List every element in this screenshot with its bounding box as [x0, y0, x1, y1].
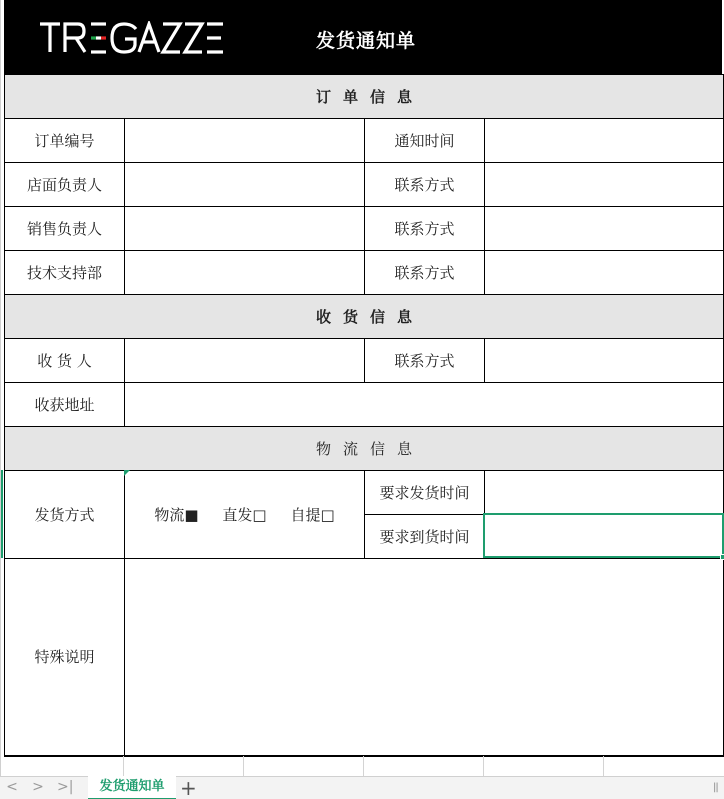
tech-contact-label: 联系方式 — [365, 251, 485, 295]
section-order-info: 订单信息 — [5, 75, 724, 119]
special-notes-label: 特殊说明 — [5, 559, 125, 756]
sales-contact-label: 联系方式 — [365, 207, 485, 251]
grid-cell[interactable] — [364, 756, 484, 776]
empty-grid-row — [4, 756, 723, 776]
sales-contact-cell[interactable] — [485, 207, 724, 251]
grid-cell[interactable] — [484, 756, 604, 776]
shipping-method-label: 发货方式 — [5, 471, 125, 559]
consignee-cell[interactable] — [125, 339, 365, 383]
comment-indicator — [124, 470, 130, 476]
sales-manager-cell[interactable] — [125, 207, 365, 251]
sheet-tab-shipping-notice[interactable]: 发货通知单 — [88, 776, 176, 799]
grid-cell[interactable] — [244, 756, 364, 776]
store-contact-cell[interactable] — [485, 163, 724, 207]
address-cell[interactable] — [125, 383, 724, 427]
arrival-time-label: 要求到货时间 — [365, 515, 485, 559]
consignee-contact-cell[interactable] — [485, 339, 724, 383]
grid-cell[interactable] — [124, 756, 244, 776]
tech-contact-cell[interactable] — [485, 251, 724, 295]
split-handle-icon[interactable]: || — [713, 782, 718, 793]
tech-support-label: 技术支持部 — [5, 251, 125, 295]
nav-next-sheet-button[interactable]: > — [32, 779, 44, 795]
fill-handle[interactable] — [720, 554, 724, 560]
notice-time-label: 通知时间 — [365, 119, 485, 163]
address-label: 收获地址 — [5, 383, 125, 427]
grid-cell[interactable] — [604, 756, 723, 776]
sheet-tab-bar — [0, 776, 724, 799]
special-notes-cell[interactable] — [125, 559, 724, 756]
tech-support-cell[interactable] — [125, 251, 365, 295]
row-selection-indicator — [1, 470, 3, 558]
option-direct[interactable]: 直发□ — [222, 506, 267, 524]
add-sheet-button[interactable]: + — [180, 776, 197, 799]
checked-box-icon: ■ — [184, 506, 199, 524]
option-pickup[interactable]: 自提□ — [290, 506, 335, 524]
brand-logo — [38, 21, 228, 55]
store-manager-cell[interactable] — [125, 163, 365, 207]
svg-text:TRE GAZZE: TRE GAZZE — [38, 21, 44, 22]
sales-manager-label: 销售负责人 — [5, 207, 125, 251]
consignee-contact-label: 联系方式 — [365, 339, 485, 383]
store-manager-label: 店面负责人 — [5, 163, 125, 207]
store-contact-label: 联系方式 — [365, 163, 485, 207]
order-number-label: 订单编号 — [5, 119, 125, 163]
notice-time-cell[interactable] — [485, 119, 724, 163]
unchecked-box-icon: □ — [320, 506, 335, 524]
ship-time-label: 要求发货时间 — [365, 471, 485, 515]
ship-time-cell[interactable] — [485, 471, 724, 515]
shipping-method-options[interactable] — [125, 471, 365, 559]
grid-cell[interactable] — [4, 756, 124, 776]
nav-first-sheet-button[interactable]: < — [6, 779, 18, 795]
nav-last-sheet-button[interactable]: >| — [57, 779, 74, 795]
option-logistics[interactable]: 物流■ — [154, 506, 199, 524]
unchecked-box-icon: □ — [252, 506, 267, 524]
document-title: 发货通知单 — [316, 30, 417, 52]
section-receiver-info: 收货信息 — [5, 295, 724, 339]
active-cell-selection[interactable] — [483, 513, 724, 558]
form-header — [4, 0, 722, 74]
shipping-form-table — [4, 74, 724, 757]
section-logistics-info: 物流信息 — [5, 427, 724, 471]
consignee-label: 收 货 人 — [5, 339, 125, 383]
order-number-cell[interactable] — [125, 119, 365, 163]
